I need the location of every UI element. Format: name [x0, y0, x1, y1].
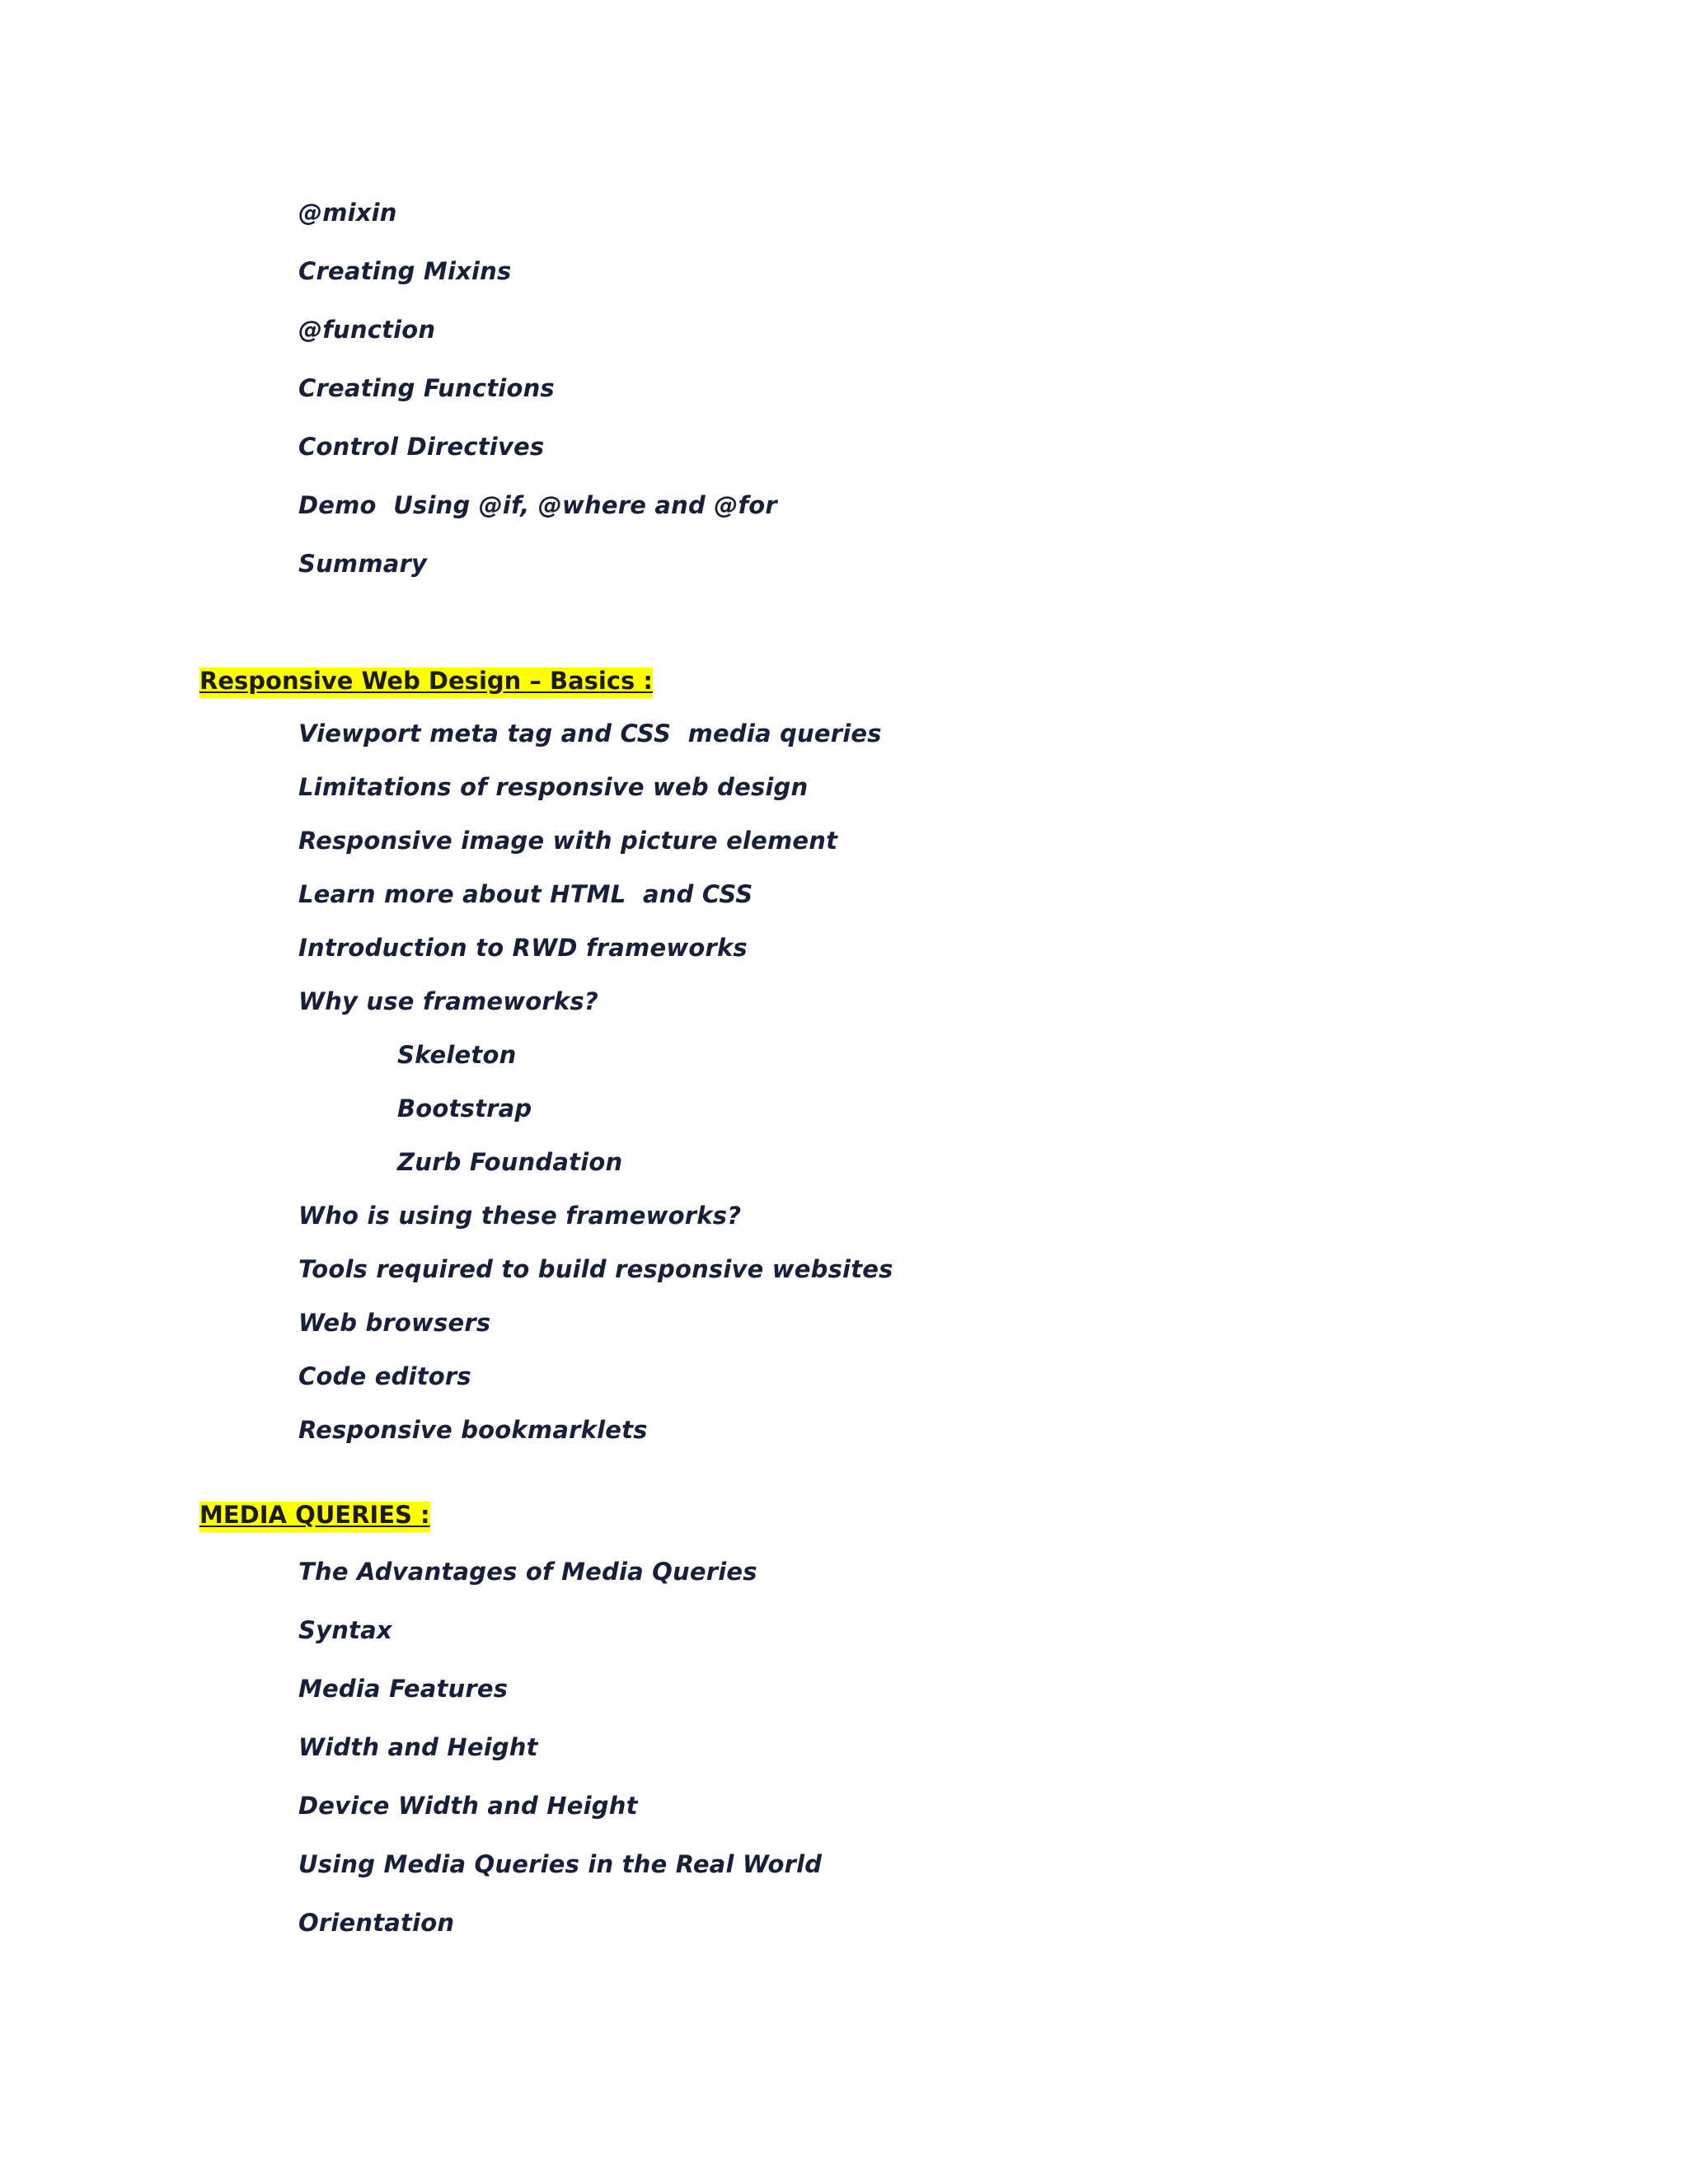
list-item: @mixin	[298, 199, 397, 227]
list-item: Code editors	[298, 1362, 471, 1390]
list-item: Orientation	[298, 1909, 455, 1937]
list-item: Demo Using @if, @where and @for	[298, 491, 777, 519]
list-item: Responsive bookmarklets	[298, 1416, 648, 1444]
list-item: Learn more about HTML and CSS	[298, 880, 753, 908]
list-item: Viewport meta tag and CSS media queries	[298, 719, 882, 748]
list-item: @function	[298, 316, 436, 344]
list-item: Media Features	[298, 1675, 509, 1703]
list-item: Using Media Queries in the Real World	[298, 1850, 823, 1878]
list-item: Web browsers	[298, 1309, 491, 1337]
list-item: Control Directives	[298, 433, 545, 461]
list-item: Summary	[298, 550, 428, 578]
list-item: The Advantages of Media Queries	[298, 1558, 757, 1586]
list-item: Introduction to RWD frameworks	[298, 934, 748, 962]
list-item: Creating Functions	[298, 374, 555, 402]
list-item: Tools required to build responsive websites	[298, 1255, 893, 1283]
section-heading-rwd-basics: Responsive Web Design – Basics :	[199, 668, 653, 698]
list-item: Creating Mixins	[298, 257, 512, 285]
sub-list-item: Skeleton	[397, 1041, 517, 1069]
list-item: Limitations of responsive web design	[298, 773, 809, 801]
list-item: Width and Height	[298, 1733, 538, 1761]
list-item: Device Width and Height	[298, 1792, 638, 1820]
list-item: Responsive image with picture element	[298, 827, 838, 855]
sub-list-item: Zurb Foundation	[397, 1148, 623, 1176]
list-item: Syntax	[298, 1616, 392, 1644]
section-heading-media-queries: MEDIA QUERIES :	[199, 1502, 430, 1532]
list-item: Who is using these frameworks?	[298, 1202, 742, 1230]
list-item: Why use frameworks?	[298, 987, 598, 1015]
sub-list-item: Bootstrap	[397, 1094, 532, 1122]
